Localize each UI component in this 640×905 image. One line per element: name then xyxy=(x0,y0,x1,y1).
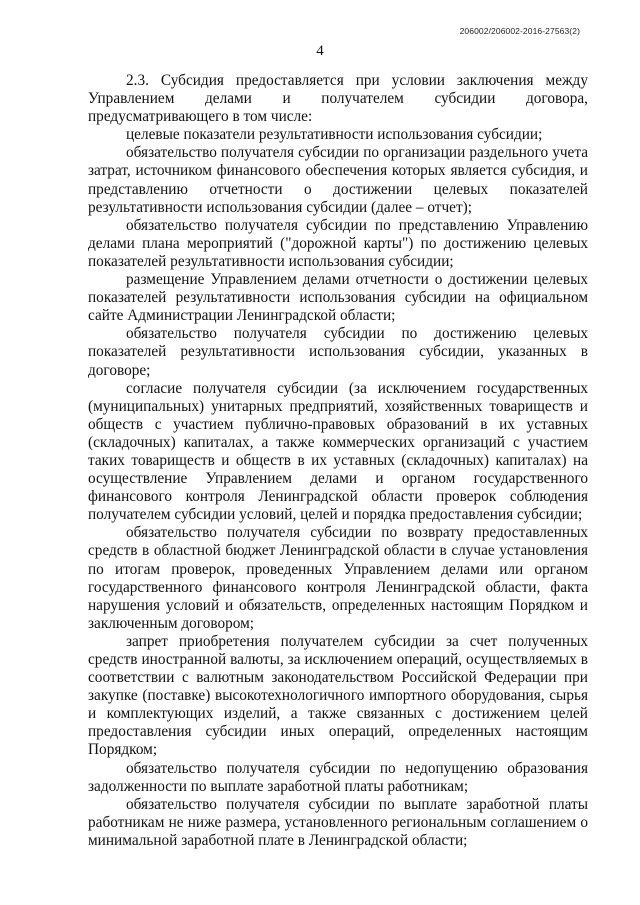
paragraph-refund-obligation: обязательство получателя субсидии по возврату предоставленных средств в областной бюджет Ленинградской области в случае установления по итогам проверок, проведенных Управлением делами или органом государственного финансового контроля Ленинградской области, факта нарушения условий и обязательств, определенных настоящим Порядком и заключенным договором; xyxy=(88,524,588,632)
paragraph-currency-ban: запрет приобретения получателем субсидии за счет полученных средств иностранной валюты, за исключением операций, осуществляемых в соответствии с валютным законодательством Российской Федерации при закупке (поставке) высокотехнологичного импортного оборудования, сырья и комплектующих изделий, а также связанных с достижением целей предоставления субсидии иных операций, определенных настоящим Порядком; xyxy=(88,632,588,759)
page-number: 4 xyxy=(316,43,324,59)
paragraph-achieving-indicators: обязательство получателя субсидии по достижению целевых показателей результативности использования субсидии, указанных в договоре; xyxy=(88,325,588,379)
paragraph-minimum-wage: обязательство получателя субсидии по выплате заработной платы работникам не ниже размера, установленного региональным соглашением о минимальной заработной плате в Ленинградской области; xyxy=(88,795,588,849)
document-code: 206002/206002-2016-27563(2) xyxy=(459,26,580,36)
paragraph-reporting-publication: размещение Управлением делами отчетности о достижении целевых показателей результативности использования субсидии на официальном сайте Администрации Ленинградской области; xyxy=(88,271,588,325)
paragraph-2-3-intro: 2.3. Субсидия предоставляется при условии заключения между Управлением делами и получателем субсидии договора, предусматривающего в том числе: xyxy=(88,72,588,126)
document-body xyxy=(88,72,588,850)
paragraph-no-wage-arrears: обязательство получателя субсидии по недопущению образования задолженности по выплате заработной платы работникам; xyxy=(88,759,588,795)
paragraph-roadmap: обязательство получателя субсидии по представлению Управлению делами плана мероприятий ("дорожной карты") по достижению целевых показателей результативности использования субсидии; xyxy=(88,216,588,270)
paragraph-target-indicators: целевые показатели результативности использования субсидии; xyxy=(126,126,543,144)
paragraph-consent-to-audit: согласие получателя субсидии (за исключением государственных (муниципальных) унитарных предприятий, хозяйственных товариществ и обществ с участием публично-правовых образований в их уставных (складочных) капиталах, а также коммерческих организаций с участием таких товариществ и обществ в их уставных (складочных) капиталах) на осуществление Управлением делами и органом государственного финансового контроля Ленинградской области проверок соблюдения получателем субсидии условий, целей и порядка предоставления субсидии; xyxy=(88,379,588,524)
paragraph-separate-accounting: обязательство получателя субсидии по организации раздельного учета затрат, источником финансового обеспечения которых является субсидия, и представлению отчетности о достижении целевых показателей результативности использования субсидии (далее – отчет); xyxy=(88,144,588,216)
